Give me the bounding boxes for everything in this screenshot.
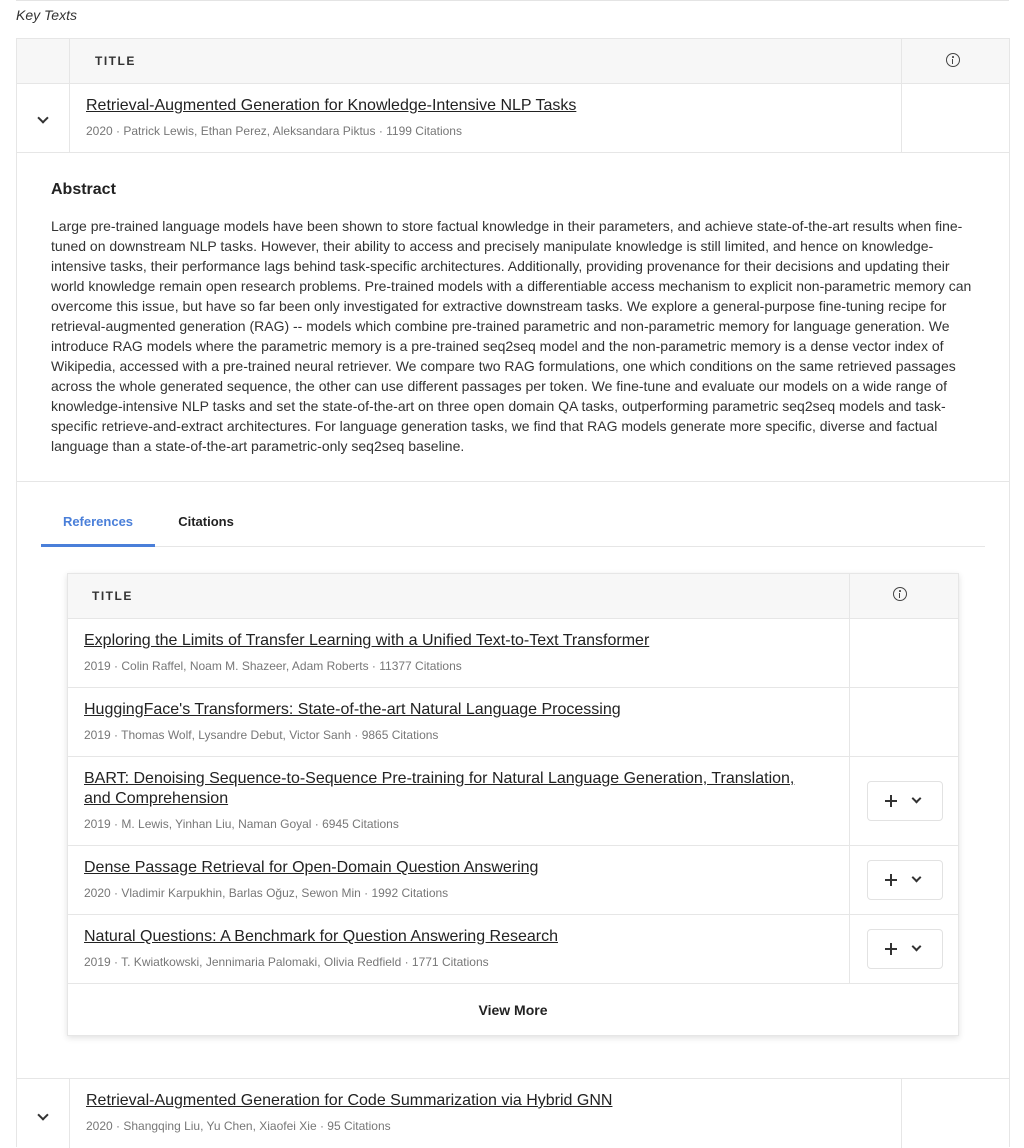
table-row <box>68 846 958 915</box>
paper-meta: 2020 · Patrick Lewis, Ethan Perez, Aleksandara Piktus · 1199 Citations <box>86 124 462 138</box>
header-gutter <box>17 39 70 84</box>
table-row <box>16 1078 1010 1147</box>
reference-title-link[interactable]: HuggingFace's Transformers: State-of-the-art Natural Language Processing <box>84 701 621 718</box>
abstract-divider <box>17 481 1009 482</box>
add-to-library-button[interactable] <box>867 860 943 900</box>
row-action-cell <box>901 84 1009 153</box>
references-header <box>68 574 958 619</box>
expand-toggle[interactable] <box>17 1079 70 1148</box>
header-info-cell <box>849 574 958 619</box>
expand-toggle[interactable] <box>17 84 70 153</box>
reference-title-link[interactable]: Exploring the Limits of Transfer Learning with a Unified Text-to-Text Transformer <box>84 632 650 649</box>
chevron-down-icon <box>912 942 922 952</box>
tab-references[interactable]: References <box>41 507 155 547</box>
info-icon[interactable] <box>893 587 907 601</box>
row-action-cell <box>849 757 958 845</box>
plus-icon <box>885 874 897 886</box>
info-icon[interactable] <box>946 53 960 67</box>
row-action-cell <box>849 915 958 983</box>
abstract-heading: Abstract <box>51 181 116 198</box>
chevron-down-icon[interactable] <box>37 112 48 123</box>
plus-icon <box>885 943 897 955</box>
chevron-down-icon <box>912 794 922 804</box>
table-row <box>68 619 958 688</box>
references-table <box>67 573 959 1036</box>
plus-icon <box>885 795 897 807</box>
reference-title-link[interactable]: Dense Passage Retrieval for Open-Domain Question Answering <box>84 859 539 876</box>
column-header-title: TITLE <box>95 54 136 68</box>
chevron-down-icon <box>912 873 922 883</box>
table-header <box>17 39 1009 84</box>
key-texts-table <box>16 38 1010 1078</box>
reference-title-link[interactable]: BART: Denoising Sequence-to-Sequence Pre-training for Natural Language Generation, Translation, and Comprehension <box>84 770 795 807</box>
top-divider <box>16 0 1009 2</box>
reference-meta: 2019 · Colin Raffel, Noam M. Shazeer, Adam Roberts · 11377 Citations <box>84 659 462 673</box>
paper-meta: 2020 · Shangqing Liu, Yu Chen, Xiaofei Xie · 95 Citations <box>86 1119 391 1133</box>
view-more-button[interactable]: View More <box>478 1002 548 1018</box>
table-row <box>68 688 958 757</box>
reference-title-link[interactable]: Natural Questions: A Benchmark for Question Answering Research <box>84 928 559 945</box>
tab-citations[interactable]: Citations <box>178 514 234 529</box>
reference-meta: 2019 · T. Kwiatkowski, Jennimaria Palomaki, Olivia Redfield · 1771 Citations <box>84 955 489 969</box>
paper-title-link[interactable]: Retrieval-Augmented Generation for Code Summarization via Hybrid GNN <box>86 1092 613 1109</box>
row-action-cell <box>849 846 958 914</box>
reference-meta: 2019 · Thomas Wolf, Lysandre Debut, Victor Sanh · 9865 Citations <box>84 728 439 742</box>
add-to-library-button[interactable] <box>867 781 943 821</box>
reference-meta: 2020 · Vladimir Karpukhin, Barlas Oğuz, Sewon Min · 1992 Citations <box>84 886 449 900</box>
paper-title-link[interactable]: Retrieval-Augmented Generation for Knowledge-Intensive NLP Tasks <box>86 97 577 114</box>
table-row <box>68 915 958 984</box>
table-row <box>68 757 958 846</box>
table-row <box>17 84 1009 153</box>
header-info-cell <box>901 39 1009 84</box>
column-header-title: TITLE <box>92 589 133 603</box>
row-action-cell <box>901 1079 1009 1148</box>
add-to-library-button[interactable] <box>867 929 943 969</box>
row-action-cell <box>849 619 958 687</box>
chevron-down-icon[interactable] <box>37 1109 48 1120</box>
abstract-text: Large pre-trained language models have been shown to store factual knowledge in their parameters, and achieve state-of-the-art results when fine-tuned on downstream NLP tasks. However, their ability to access and precisely manipulate knowledge is still limited, and hence on knowledge-intensive tasks, their performance lags behind task-specific architectures. Additionally, providing provenance for their decisions and updating their world knowledge remain open research problems. Pre-trained models with a differentiable access mechanism to explicit non-parametric memory can overcome this issue, but have so far been only investigated for extractive downstream tasks. We explore a general-purpose fine-tuning recipe for retrieval-augmented generation (RAG) -- models which combine pre-trained parametric and non-parametric memory for language generation. We introduce RAG models where the parametric memory is a pre-trained seq2seq model and the non-parametric memory is a dense vector index of Wikipedia, accessed with a pre-trained neural retriever. We compare two RAG formulations, one which conditions on the same retrieved passages across the whole generated sequence, the other can use different passages per token. We fine-tune and evaluate our models on a wide range of knowledge-intensive NLP tasks and set the state-of-the-art on three open domain QA tasks, outperforming parametric seq2seq models and task-specific retrieve-and-extract architectures. For language generation tasks, we find that RAG models generate more specific, diverse and factual language than a state-of-the-art parametric-only seq2seq baseline. <box>51 218 972 454</box>
row-action-cell <box>849 688 958 756</box>
reference-meta: 2019 · M. Lewis, Yinhan Liu, Naman Goyal · 6945 Citations <box>84 817 399 831</box>
section-label: Key Texts <box>16 7 77 23</box>
tab-bar <box>41 507 985 547</box>
